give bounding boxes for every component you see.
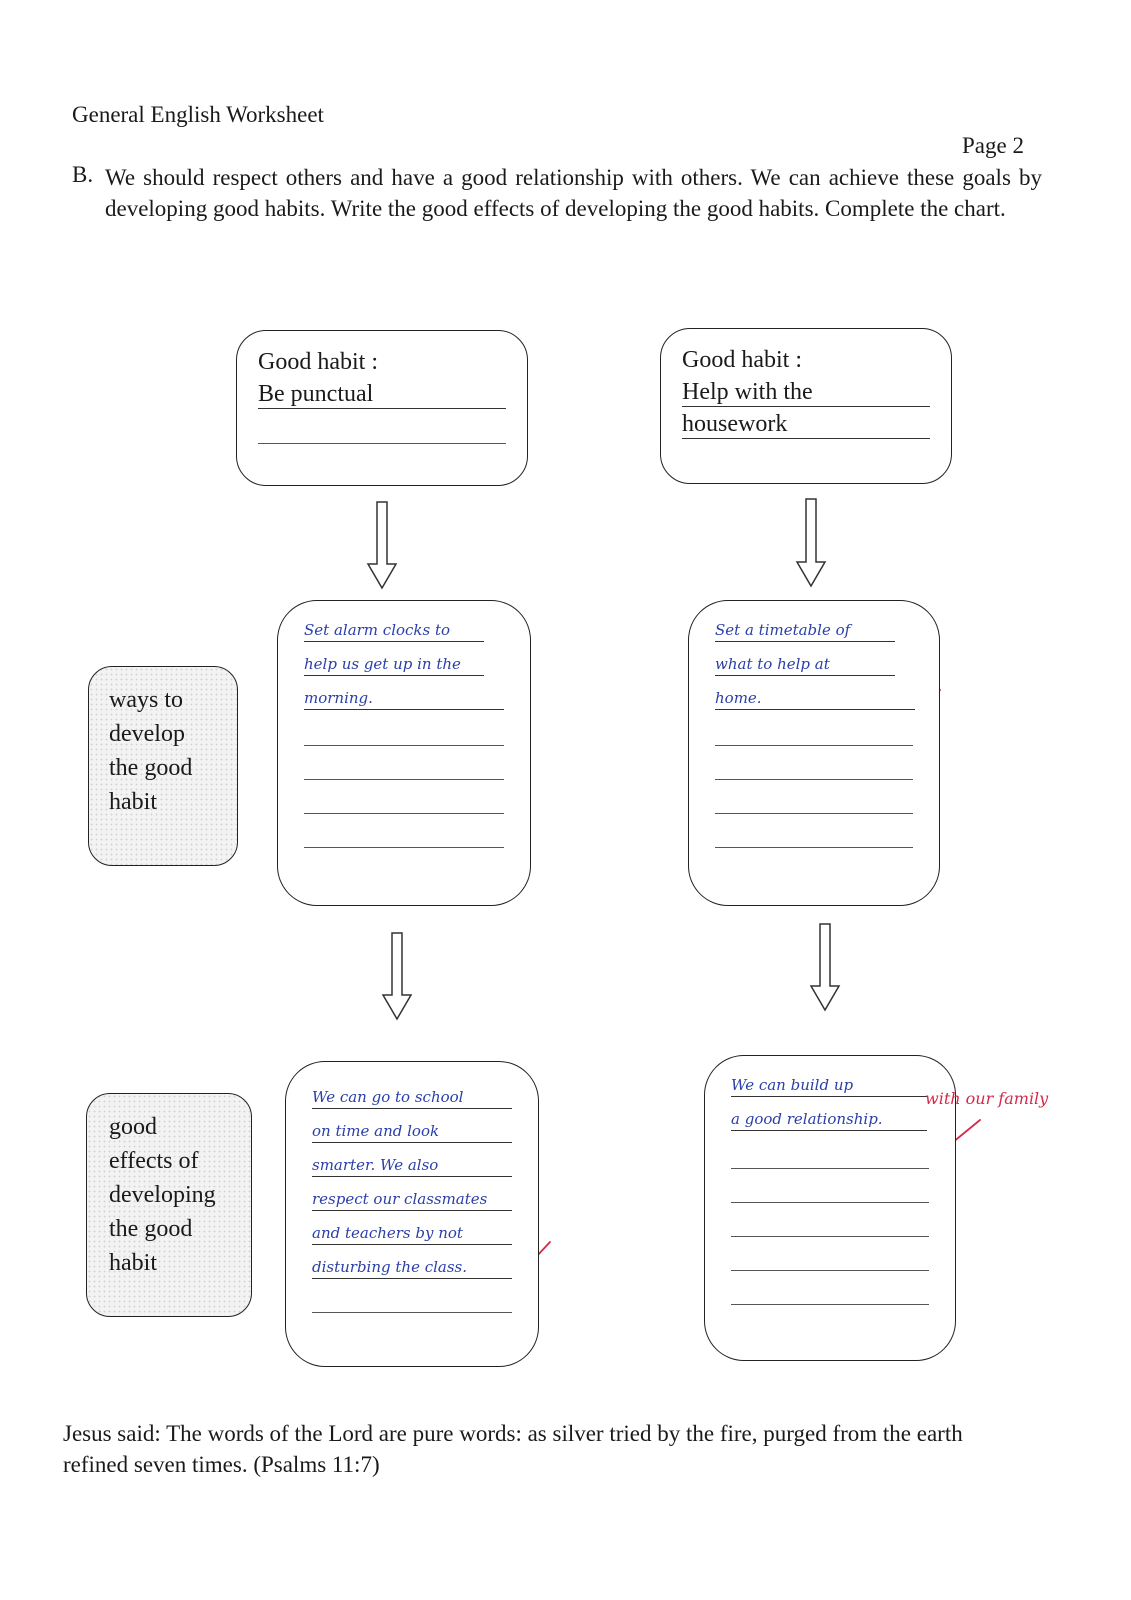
left-habit-label: Good habit : [258,349,378,375]
right-habit-box [660,328,952,484]
arrow-down-icon [383,933,411,1019]
arrow-down-icon [797,499,825,586]
blank-line [715,847,913,848]
handwritten-answer: respect our classmates [312,1190,488,1208]
answer-line [312,1258,512,1279]
blank-line [715,745,913,746]
answer-line [312,1190,512,1211]
answer-line [715,621,895,642]
handwritten-answer: and teachers by not [312,1224,463,1242]
blank-line [731,1270,929,1271]
handwritten-answer: a good relationship. [731,1110,883,1128]
question-text: We should respect others and have a good relationship with others. We can achieve these goals by developing good habits. Write the good effects of developing the good habits. Complete the chart. [105,165,1042,221]
answer-line [304,689,504,710]
effects-label-line: habit [109,1250,157,1276]
effects-side-label [109,1110,216,1280]
right-habit-value-line2: housework [682,411,930,439]
ways-side-label-box [88,666,238,866]
blank-line [304,847,504,848]
handwritten-answer: disturbing the class. [312,1258,468,1276]
footer-quote: Jesus said: The words of the Lord are pure words: as silver tried by the fire, purged from the earth refined seven times. (Psalms 11:7) [63,1421,963,1477]
teacher-correction: with our family [925,1089,1049,1108]
blank-line [731,1168,929,1169]
effects-label-line: developing [109,1182,216,1208]
effects-label-line: good [109,1114,157,1140]
ways-label-line: the good [109,755,193,781]
blank-line [304,813,504,814]
answer-line [312,1156,512,1177]
handwritten-answer: smarter. We also [312,1156,439,1174]
answer-line [312,1122,512,1143]
arrow-down-icon [811,924,839,1010]
blank-line [304,745,504,746]
answer-line [731,1110,927,1131]
right-effects-box [704,1055,956,1361]
blank-line [731,1236,929,1237]
handwritten-answer: Set alarm clocks to [304,621,451,639]
answer-line [312,1224,512,1245]
handwritten-answer: help us get up in the [304,655,461,673]
effects-side-label-box [86,1093,252,1317]
worksheet-title: General English Worksheet [72,102,324,127]
blank-line [731,1304,929,1305]
handwritten-answer: home. [715,689,762,707]
handwritten-answer: on time and look [312,1122,440,1140]
left-habit-box [236,330,528,486]
handwritten-answer: morning. [304,689,373,707]
handwritten-answer: We can go to school [312,1088,464,1106]
ways-label-line: develop [109,721,185,747]
left-effects-box [285,1061,539,1367]
ways-side-label [109,683,192,819]
blank-line [304,779,504,780]
effects-label-line: the good [109,1216,193,1242]
right-ways-box [688,600,940,906]
effects-label-line: effects of [109,1148,199,1174]
ways-label-line: ways to [109,687,183,713]
blank-line [715,813,913,814]
answer-line [312,1088,512,1109]
answer-line [304,621,484,642]
blank-line [312,1312,512,1313]
blank-line [715,779,913,780]
left-habit-value: Be punctual [258,381,506,409]
answer-line [715,689,915,710]
answer-line [715,655,895,676]
handwritten-answer: what to help at [715,655,830,673]
right-habit-label: Good habit : [682,347,802,373]
blank-line [731,1202,929,1203]
answer-line [304,655,484,676]
handwritten-answer: Set a timetable of [715,621,851,639]
ways-label-line: habit [109,789,157,815]
blank-line [258,443,506,444]
handwritten-answer: We can build up [731,1076,854,1094]
question-letter: B. [72,162,94,187]
arrow-down-icon [368,502,396,588]
page-number: Page 2 [962,133,1024,158]
left-ways-box [277,600,531,906]
right-habit-value-line1: Help with the [682,379,930,407]
answer-line [731,1076,927,1097]
